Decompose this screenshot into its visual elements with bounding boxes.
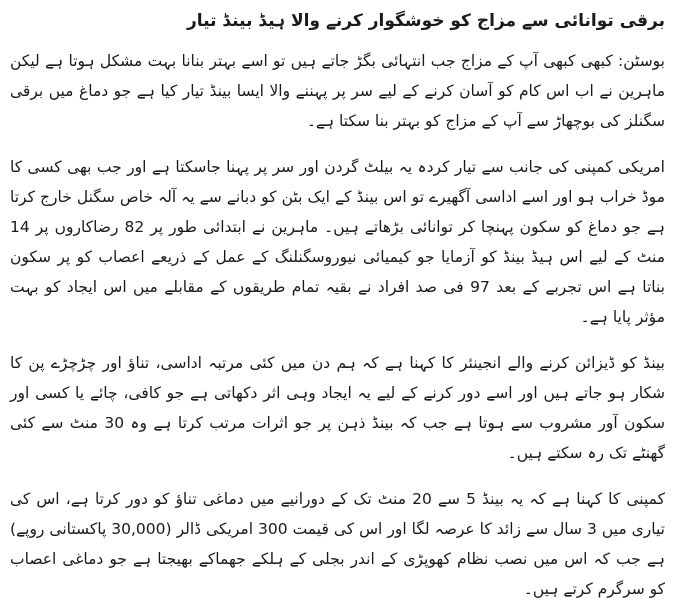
article-paragraph-4: کمپنی کا کہنا ہے کہ یہ بینڈ 5 سے 20 منٹ تک کے دورانیے میں دماغی تناؤ کو دور کرتا ہے، اس کی تیاری میں 3 سال سے زائد کا عرصہ لگا اور اس کی قیمت 300 امریکی ڈالر (30,000 پاکستانی روپے) ہے جب کہ اس میں نصب نظام کھوپڑی کے اندر بجلی کے ہلکے جھماکے بھیجتا ہے جو دماغی اعصاب کو سرگرم کرتے ہیں۔ [10, 490, 665, 598]
article-headline: برقی توانائی سے مزاج کو خوشگوار کرنے والا ہیڈ بینڈ تیار [186, 11, 665, 31]
article-paragraph-1: بوسٹن: کبھی کبھی آپ کے مزاج جب انتہائی بگڑ جاتے ہیں تو اسے بہتر بنانا بہت مشکل ہوتا ہے لیکن ماہرین نے اب اس کام کو آسان کرنے کے لیے سر پر پہننے والا ایسا بینڈ تیار کیا ہے جو دماغ میں برقی سگنلز کی بوچھاڑ سے آپ کے مزاج کو بہتر بنا سکتا ہے۔ [10, 52, 665, 130]
article-paragraph-3: بینڈ کو ڈیزائن کرنے والے انجینئر کا کہنا ہے کہ ہم دن میں کئی مرتبہ اداسی، تناؤ اور چڑچڑے پن کا شکار ہو جاتے ہیں اور اسے دور کرنے کے لیے یہ ایجاد وہی اثر دکھاتی ہے جو کافی، چائے یا کسی اور سکون آور مشروب سے ہوتا ہے جب کہ بینڈ ذہن پر جو اثرات مرتب کرتا ہے وہ 30 منٹ سے کئی گھنٹے تک رہ سکتے ہیں۔ [10, 354, 665, 462]
article-paragraph-2: امریکی کمپنی کی جانب سے تیار کردہ یہ بیلٹ گردن اور سر پر پہنا جاسکتا ہے اور جب بھی کسی کا موڈ خراب ہو اور اسے اداسی آگھیرے تو اس بینڈ کے ایک بٹن کو دبانے سے یہ آلہ خاص سگنل خارج کرتا ہے جو دماغ کو سکون پہنچا کر توانائی بڑھاتے ہیں۔ ماہرین نے ابتدائی طور پر 82 رضاکاروں پر 14 منٹ کے لیے اس ہیڈ بینڈ کو آزمایا جو کیمیائی نیوروسگنلنگ کے عمل کے ذریعے اعصاب کو پر سکون بناتا ہے اس تجربے کے بعد 97 فی صد افراد نے بقیہ تمام طریقوں کے مقابلے میں اس ایجاد کو بہت مؤثر پایا ہے۔ [10, 158, 665, 326]
